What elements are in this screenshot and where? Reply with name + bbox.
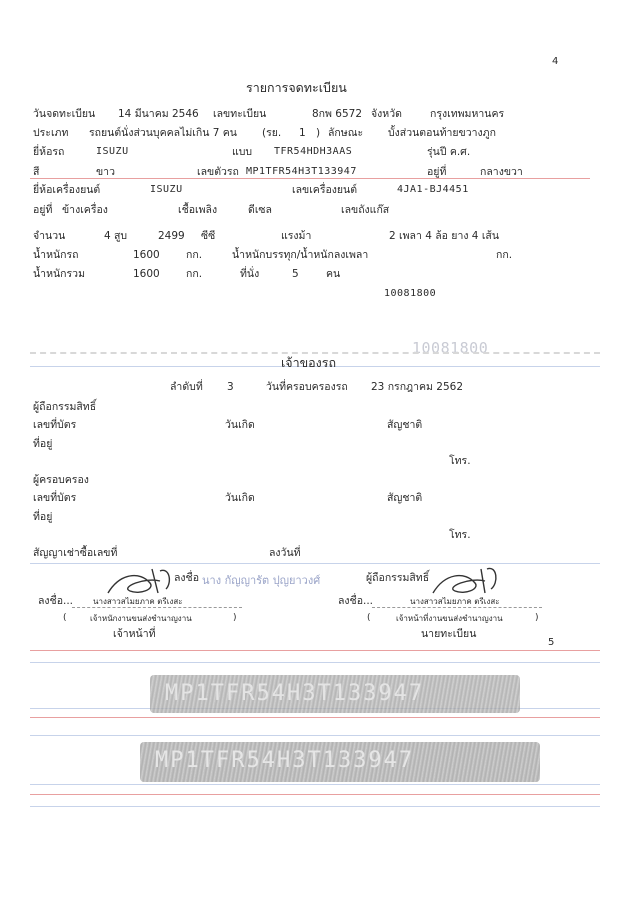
horsepower-label: แรงม้า <box>281 230 312 242</box>
officer-position: เจ้าหนักงานขนส่งชำนาญงาน <box>90 614 192 623</box>
province-label: จังหวัด <box>371 108 402 120</box>
owner-heading: ผู้ถือกรรมสิทธิ์ <box>33 401 97 413</box>
engine-location-value: ข้างเครื่อง <box>62 204 108 216</box>
holder-heading: ผู้ครอบครอง <box>33 474 89 486</box>
engine-brand-value: ISUZU <box>150 184 183 195</box>
officer-sign-line <box>72 607 242 608</box>
rs-value: 1 <box>299 127 306 139</box>
rs-close: ) <box>316 127 321 139</box>
registrar-position-close-paren: ) <box>535 613 539 623</box>
engine-location-label: อยู่ที่ <box>33 204 53 216</box>
total-weight-label: น้ำหนักรวม <box>33 268 85 280</box>
registrar-sign-line <box>372 607 542 608</box>
page-number-top: 4 <box>552 56 559 67</box>
owner-birth-label: วันเกิด <box>225 419 255 431</box>
load-unit: กก. <box>496 249 513 261</box>
type-label: ประเภท <box>33 127 69 139</box>
lease-contract-label: สัญญาเช่าซื้อเลขที่ <box>33 547 118 559</box>
rs-label: (รย. <box>262 127 282 139</box>
lower-red-rule-1 <box>30 650 600 651</box>
reg-number-value: 8กพ 6572 <box>312 108 363 120</box>
owner-sign-label: ลงชื่อ <box>174 572 199 584</box>
owner-title: เจ้าของรถ <box>281 355 337 370</box>
load-label: น้ำหนักบรรทุก/น้ำหนักลงเพลา <box>232 249 369 261</box>
registrar-caption: นายทะเบียน <box>421 628 477 640</box>
possession-date-value: 23 กรกฎาคม 2562 <box>371 381 464 393</box>
lower-red-rule-2 <box>30 717 600 718</box>
weight-value: 1600 <box>133 249 160 261</box>
reg-date-value: 14 มีนาคม 2546 <box>118 108 199 120</box>
holder-phone-label: โทร. <box>449 529 471 541</box>
weight-label: น้ำหนักรถ <box>33 249 79 261</box>
officer-position-close-paren: ) <box>233 613 237 623</box>
document-code: 10081800 <box>384 288 437 299</box>
cc-label: ซีซี <box>201 230 216 242</box>
lower-blue-rule-5 <box>30 806 600 807</box>
color-value: ขาว <box>96 166 115 178</box>
registrar-name: นางสาวสไมยภาค ตรีเงสะ <box>410 597 500 606</box>
owner-name-stamp: นาง กัญญารัต ปุญยาวงศ์ <box>202 574 321 587</box>
fuel-value: ดีเซล <box>248 204 272 216</box>
cylinders-value: 4 สูบ <box>104 230 128 242</box>
red-rule-line <box>30 178 590 179</box>
owner-sign-caption: ผู้ถือกรรมสิทธิ์ <box>366 572 430 584</box>
ghost-code: 10081800 <box>412 339 489 357</box>
officer-sign-label: ลงชื่อ... <box>38 595 74 607</box>
engine-no-value: 4JA1-BJ4451 <box>397 184 469 195</box>
officer-position-open-paren: ( <box>63 613 67 623</box>
axle-value: 2 เพลา 4 ล้อ ยาง 4 เส้น <box>389 230 499 242</box>
chassis-rubbing-text-2: MP1TFR54H3T133947 <box>155 748 415 773</box>
lower-blue-rule-3 <box>30 735 600 736</box>
registrar-sign-label: ลงชื่อ... <box>338 595 374 607</box>
brand-label: ยี่ห้อรถ <box>33 146 65 158</box>
total-weight-unit: กก. <box>186 268 203 280</box>
owner-nationality-label: สัญชาติ <box>387 419 423 431</box>
location-value: กลางขวา <box>480 166 523 178</box>
registration-title: รายการจดทะเบียน <box>246 80 347 95</box>
lower-red-rule-3 <box>30 794 600 795</box>
style-value: บั้งส่วนตอนท้ายขวางภูก <box>388 127 496 139</box>
officer-caption: เจ้าหน้าที่ <box>113 628 156 640</box>
model-label: แบบ <box>232 146 253 158</box>
order-label: ลำดับที่ <box>170 381 203 393</box>
officer-name: นางสาวสไมยภาค ตรีเงสะ <box>93 597 183 606</box>
weight-unit: กก. <box>186 249 203 261</box>
seats-value: 5 <box>292 268 299 280</box>
registrar-position: เจ้าหน้าที่งานขนส่งชำนาญงาน <box>396 614 503 623</box>
chassis-value: MP1TFR54H3T133947 <box>246 166 357 177</box>
model-value: TFR54HDH3AAS <box>274 146 353 157</box>
page-number-bottom: 5 <box>548 637 555 648</box>
lower-blue-rule-4 <box>30 784 600 785</box>
owner-phone-label: โทร. <box>449 455 471 467</box>
chassis-label: เลขตัวรถ <box>197 166 239 178</box>
possession-date-label: วันที่ครอบครองรถ <box>266 381 348 393</box>
reg-date-label: วันจดทะเบียน <box>33 108 96 120</box>
dashed-separator-faint <box>30 352 600 354</box>
reg-number-label: เลขทะเบียน <box>213 108 267 120</box>
model-year-label: รุ่นปี ค.ศ. <box>427 146 471 158</box>
seats-unit: คน <box>326 268 341 280</box>
holder-address-label: ที่อยู่ <box>33 511 53 523</box>
holder-birth-label: วันเกิด <box>225 492 255 504</box>
seats-label: ที่นั่ง <box>240 268 260 280</box>
engine-brand-label: ยี่ห้อเครื่องยนต์ <box>33 184 101 196</box>
lease-date-label: ลงวันที่ <box>269 547 301 559</box>
fuel-label: เชื้อเพลิง <box>178 204 218 216</box>
holder-nationality-label: สัญชาติ <box>387 492 423 504</box>
location-label: อยู่ที่ <box>427 166 447 178</box>
order-value: 3 <box>227 381 234 393</box>
registrar-position-open-paren: ( <box>367 613 371 623</box>
engine-no-label: เลขเครื่องยนต์ <box>292 184 358 196</box>
lower-blue-rule-1 <box>30 662 600 663</box>
province-value: กรุงเทพมหานคร <box>430 108 505 120</box>
type-value: รถยนต์นั่งส่วนบุคคลไม่เกิน 7 คน <box>89 127 237 139</box>
qty-label: จำนวน <box>33 230 66 242</box>
cc-value: 2499 <box>158 230 185 242</box>
brand-value: ISUZU <box>96 146 129 157</box>
owner-address-label: ที่อยู่ <box>33 438 53 450</box>
style-label: ลักษณะ <box>328 127 364 139</box>
color-label: สี <box>33 166 40 178</box>
holder-id-label: เลขที่บัตร <box>33 492 77 504</box>
chassis-rubbing-text-1: MP1TFR54H3T133947 <box>165 681 425 706</box>
gas-tank-label: เลขถังแก๊ส <box>341 204 390 216</box>
owner-id-label: เลขที่บัตร <box>33 419 77 431</box>
total-weight-value: 1600 <box>133 268 160 280</box>
